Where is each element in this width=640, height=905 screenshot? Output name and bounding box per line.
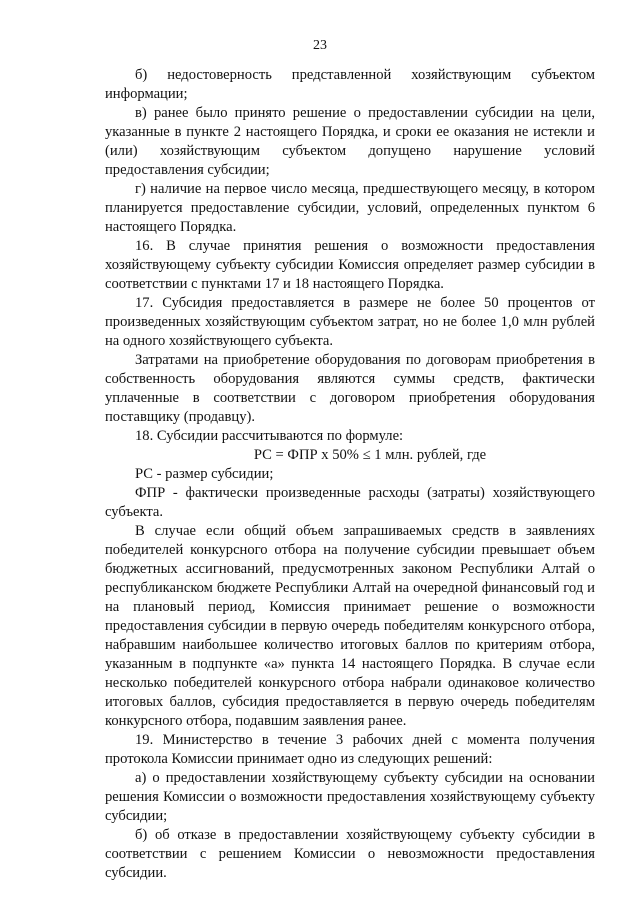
paragraph-17: 17. Субсидия предоставляется в размере не более 50 процентов от произведенных хозяйствующим субъектом затрат, но не более 1,0 млн рублей на одного хозяйствующего субъекта. — [105, 295, 595, 349]
document-body — [105, 66, 595, 883]
formula: РС = ФПР х 50% ≤ 1 млн. рублей, где — [253, 447, 487, 463]
paragraph-v-prior-decision: в) ранее было принято решение о предоставлении субсидии на цели, указанные в пункте 2 настоящего Порядка, и сроки ее оказания не истекли и (или) хозяйствующим субъектом допущено нарушение условий предоставления субсидии; — [105, 105, 595, 178]
paragraph-b-invalid-info: б) недостоверность представленной хозяйствующим субъектом информации; — [105, 67, 595, 102]
paragraph-16: 16. В случае принятия решения о возможности предоставления хозяйствующему субъекту субсидии Комиссия определяет размер субсидии в соответствии с пунктами 17 и 18 настоящего Порядка. — [105, 238, 595, 292]
paragraph-18: 18. Субсидии рассчитываются по формуле: — [135, 428, 404, 444]
paragraph-g-conditions: г) наличие на первое число месяца, предшествующего месяцу, в котором планируется предоставление субсидии, условий, определенных пунктом 6 настоящего Порядка. — [105, 181, 595, 235]
paragraph-overbudget: В случае если общий объем запрашиваемых средств в заявлениях победителей конкурсного отбора на получение субсидии превышает объем бюджетных ассигнований, предусмотренных законом Республики Алтай о республиканском бюджете Республики Алтай на очередной финансовый год и на плановый период, Комиссия принимает решение о возможности предоставления субсидии в первую очередь победителям конкурсного отбора, набравшим наибольшее количество итоговых баллов по критериям отбора, указанным в подпункте «а» пункта 14 настоящего Порядка. В случае если несколько победителей конкурсного отбора набрали одинаковое количество итоговых баллов, субсидия предоставляется в первую очередь победителям конкурсного отбора, подавшим заявления ранее. — [105, 523, 595, 729]
paragraph-a-grant: а) о предоставлении хозяйствующему субъекту субсидии на основании решения Комиссии о возможности предоставления хозяйствующему субъекту субсидии; — [105, 770, 595, 824]
definition-rs: РС - размер субсидии; — [135, 466, 274, 482]
page-number: 23 — [313, 38, 327, 53]
paragraph-19: 19. Министерство в течение 3 рабочих дней с момента получения протокола Комиссии принимает одно из следующих решений: — [105, 732, 595, 767]
definition-fpr: ФПР - фактически произведенные расходы (затраты) хозяйствующего субъекта. — [105, 485, 595, 520]
paragraph-costs-equipment: Затратами на приобретение оборудования по договорам приобретения в собственность оборудования являются суммы средств, фактически уплаченные в соответствии с договором приобретения оборудования поставщику (продавцу). — [105, 352, 595, 425]
paragraph-b-refuse: б) об отказе в предоставлении хозяйствующему субъекту субсидии в соответствии с решением Комиссии о невозможности предоставления субсидии. — [105, 827, 595, 881]
